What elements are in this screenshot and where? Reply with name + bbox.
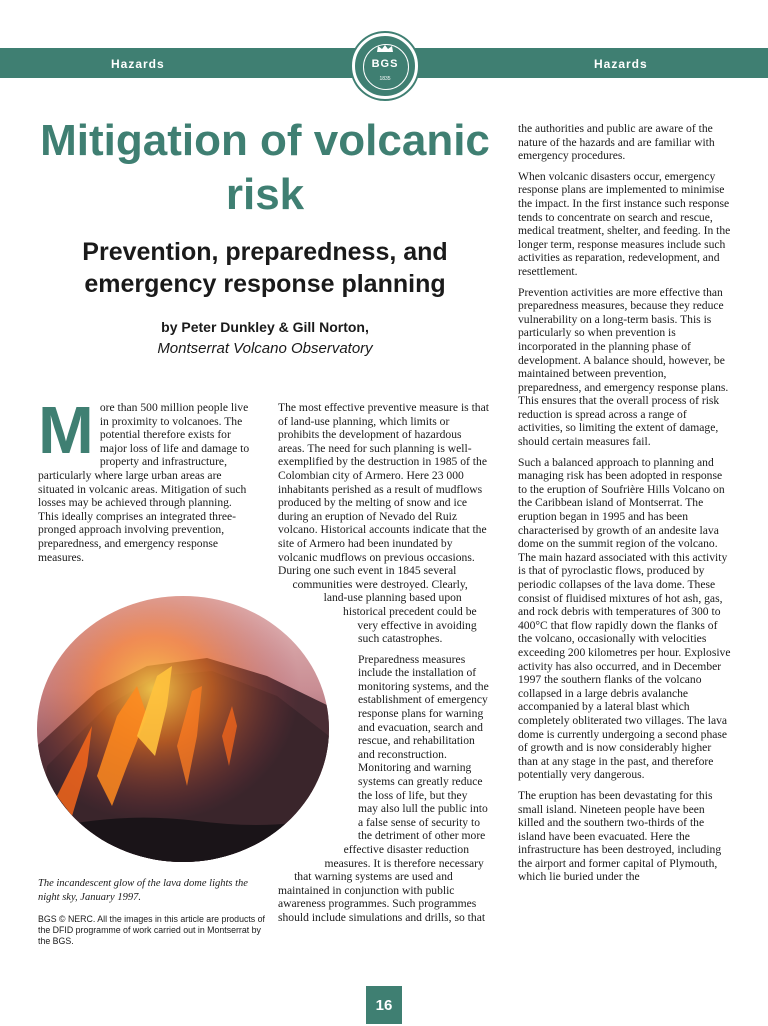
page-number-box xyxy=(366,986,402,1024)
paragraph: When volcanic disasters occur, emergency response plans are implemented to minimise the impact. In the first instance such response tends to concentrate on search and rescue, medical treatment, shelter, and feeding. In the longer term, response measures include such activities as reparation, redevelopment, and resettlement. xyxy=(518,169,731,278)
section-label-left: Hazards xyxy=(111,57,165,71)
column-3 xyxy=(518,122,732,891)
paragraph: Such a balanced approach to planning and managing risk has been adopted in response to the eruption of Soufrière Hills Volcano on the Caribbean island of Montserrat. The eruption began in 1995 and has been characterised by growth of an andesite lava dome on the summit region of the volcano. The main hazard associated with this activity is that of pyroclastic flows, produced by periodic collapses of the lava dome. These consist of fluidised mixtures of hot ash, gas, and rock debris with temperatures of 300 to 400°C that flow rapidly down the flanks of the volcano, occasionally with velocities exceeding 200 kilometres per hour. Explosive activity has also occurred, and in December 1997 the southern flanks of the volcano collapsed in a large debris avalanche accompanied by a lateral blast which completely obliterated two villages. The lava dome is currently undergoing a second phase of growth and is now considerably higher than at any stage in the past, and therefore potentially very dangerous. xyxy=(518,455,731,782)
affiliation: Montserrat Volcano Observatory xyxy=(157,340,373,357)
photo-caption: The incandescent glow of the lava dome lights the night sky, January 1997. xyxy=(38,878,248,903)
column-1 xyxy=(38,393,250,571)
bgs-logo xyxy=(352,33,418,99)
logo-year: 1835 xyxy=(379,76,391,82)
article-subtitle: Prevention, preparedness, and emergency response planning xyxy=(82,238,448,298)
logo-text: BGS xyxy=(371,58,399,70)
paragraph: Prevention activities are more effective than preparedness measures, because they reduce vulnerability on a long-term basis. This is particularly so when prevention is incorporated in the planning phase of development. A balance should, however, be maintained between prevention, preparedness, and emergency response plans. This ensures that the overall process of risk reduction is spread across a range of activities, so limiting the extent of damage, should certain measures fail. xyxy=(518,285,729,449)
paragraph: ore than 500 million people live in proximity to volcanoes. The potential therefore exists for major loss of life and damage to property and infrastructure, particularly where large urban areas are situated in volcanic areas. Mitigation of such losses may be achieved through planning. This ideally comprises an integrated three-pronged approach involving prevention, preparedness, and emergency response measures. xyxy=(38,401,250,564)
photo-credit: BGS © NERC. All the images in this article are products of the DFID programme of work carried out in Montserrat by the BGS. xyxy=(38,914,265,946)
volcano-photo xyxy=(37,596,329,862)
page-number: 16 xyxy=(375,997,393,1014)
crown-icon xyxy=(376,45,394,53)
paragraph: The eruption has been devastating for this small island. Nineteen people have been killed and the southern two-thirds of the island have been evacuated. Here the infrastructure has been destroyed, including the airport and former capital of Plymouth, which lie buried under the xyxy=(518,788,722,884)
section-label-right: Hazards xyxy=(594,57,648,71)
paragraph: Preparedness measures include the installation of monitoring systems, and the establishment of emergency response plans for warning and evacuation, search and rescue, and rehabilitation and reconstruction. Monitoring and warning systems can greatly reduce the loss of life, but they may also lull the public into a false sense of security to the detriment of other more effective disaster reduction measures. It is therefore necessary that warning systems are used and maintained in conjunction with public awareness programmes. Such programmes should include simulations and drills, so that xyxy=(278,652,489,924)
byline: by Peter Dunkley & Gill Norton, xyxy=(161,319,369,335)
paragraph: the authorities and public are aware of the nature of the hazards and are familiar with emergency procedures. xyxy=(518,122,715,163)
paragraph: The most effective preventive measure is that of land-use planning, which limits or prohibits the development of hazardous areas. The need for such planning is well-exemplified by the destruction in 1985 of the Colombian city of Armero. Here 23 000 inhabitants perished as a result of mudflows produced by the melting of snow and ice during an eruption of Nevado del Ruiz volcano. Historical accounts indicate that the site of Armero had been inundated by volcanic mudflows on previous occasions. During one such event in 1845 several communities were destroyed. Clearly, land-use planning based upon historical precedent could be very effective in avoiding such catastrophes. xyxy=(278,401,489,646)
article-title: Mitigation of volcanic risk xyxy=(40,116,490,219)
drop-cap: M xyxy=(38,393,94,468)
